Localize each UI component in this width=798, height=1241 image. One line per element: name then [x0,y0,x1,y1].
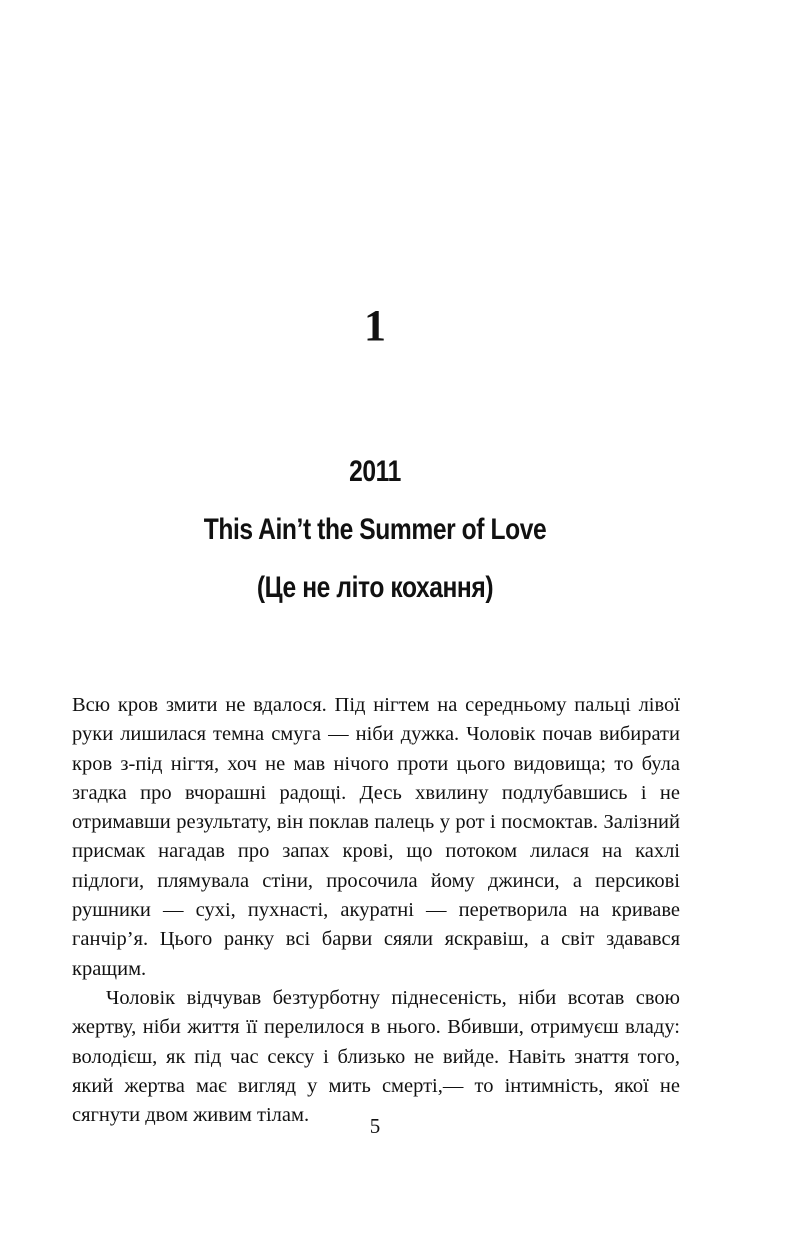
chapter-title-ukrainian: (Це не літо кохання) [256,571,494,604]
chapter-body [72,691,680,1130]
chapter-year: 2011 [349,455,401,488]
page-number: 5 [369,1114,381,1138]
paragraph: Всю кров змити не вдалося. Під нігтем на середньому пальці лівої руки лишилася темна смуга — ніби дужка. Чоловік почав вибирати кров з-під нігтя, хоч не мав нічого проти цього видовища; то була згадка про вчорашні радощі. Десь хвилину подлубавшись і не отримавши результату, він поклав палець у рот і посмоктав. Залізний присмак нагадав про запах крові, що потоком лилася на кахлі підлоги, плямувала стіни, просочила йому джинси, а персикові рушники — сухі, пухнасті, акуратні — перетворила на криваве ганчір’я. Цього ранку всі барви сяяли яскравіш, а світ здавався кращим. [72,694,680,980]
chapter-number: 1 [364,301,386,350]
chapter-title-english: This Ain’t the Summer of Love [203,513,547,546]
paragraph: Чоловік відчував безтурботну піднесеність, ніби всотав свою жертву, ніби життя її перелилося в нього. Вбивши, отримуєш владу: володієш, як під час сексу і близько не вийде. Навіть знаття того, який жертва має вигляд у мить смерті,— то інтимність, якої не сягнути двом живим тілам. [72,986,680,1127]
